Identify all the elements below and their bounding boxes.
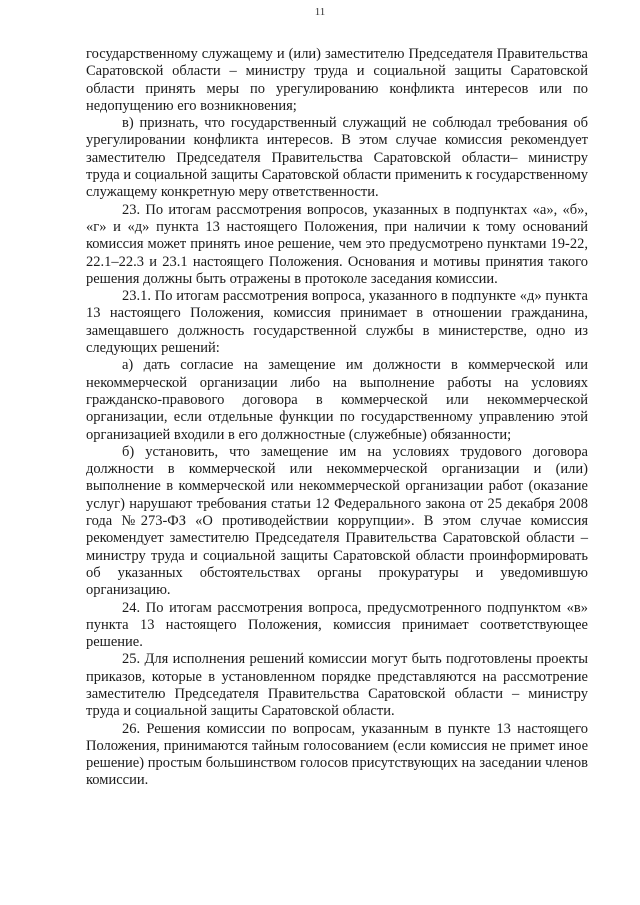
paragraph-subitem-v: в) признать, что государственный служащий не соблюдал требования об урегулировании конфликта интересов. В этом случае комиссия рекомендует заместителю Председателя Правительства Саратовской области– министру труда и социальной защиты Саратовской области применить к государственному служащему конкретную меру ответственности. (86, 115, 588, 201)
paragraph-item-23-1: 23.1. По итогам рассмотрения вопроса, указанного в подпункте «д» пункта 13 настоящего Положения, комиссия принимает в отношении гражданина, замещавшего должность государственной службы в министерстве, одно из следующих решений: (86, 288, 588, 357)
page-number: 11 (314, 6, 326, 18)
paragraph-continuation: государственному служащему и (или) заместителю Председателя Правительства Саратовской области – министру труда и социальной защиты Саратовской области принять меры по урегулированию конфликта интересов или по недопущению его возникновения; (86, 46, 588, 114)
paragraph-item-23: 23. По итогам рассмотрения вопросов, указанных в подпунктах «а», «б», «г» и «д» пункта 13 настоящего Положения, при наличии к тому оснований комиссия может принять иное решение, чем это предусмотрено пунктами 19-22, 22.1–22.3 и 23.1 настоящего Положения. Основания и мотивы принятия такого решения должны быть отражены в протоколе заседания комиссии. (86, 201, 588, 287)
paragraph-item-25: 25. Для исполнения решений комиссии могут быть подготовлены проекты приказов, которые в установленном порядке представляются на рассмотрение заместителю Председателя Правительства Саратовской области – министру труда и социальной защиты Саратовской области. (86, 651, 588, 720)
paragraph-item-24: 24. По итогам рассмотрения вопроса, предусмотренного подпунктом «в» пункта 13 настоящего Положения, комиссия принимает соответствующее решение. (86, 599, 588, 651)
paragraph-subitem-a: а) дать согласие на замещение им должности в коммерческой или некоммерческой организации либо на выполнение работы на условиях гражданско-правового договора в коммерческой или некоммерческой организации, если отдельные функции по государственному управлению этой организацией входили в его должностные (служебные) обязанности; (86, 357, 588, 443)
document-body (86, 46, 588, 790)
paragraph-subitem-b: б) установить, что замещение им на условиях трудового договора должности в коммерческой или некоммерческой организации и (или) выполнение в коммерческой или некоммерческой организации работ (оказание услуг) нарушают требования статьи 12 Федерального закона от 25 декабря 2008 года №273-ФЗ «О противодействии коррупции». В этом случае комиссия рекомендует заместителю Председателя Правительства Саратовской области – министру труда и социальной защиты Саратовской области проинформировать об указанных обстоятельствах органы прокуратуры и уведомившую организацию. (86, 443, 588, 599)
paragraph-item-26: 26. Решения комиссии по вопросам, указанным в пункте 13 настоящего Положения, принимаются тайным голосованием (если комиссия не примет иное решение) простым большинством голосов присутствующих на заседании членов комиссии. (86, 720, 588, 789)
